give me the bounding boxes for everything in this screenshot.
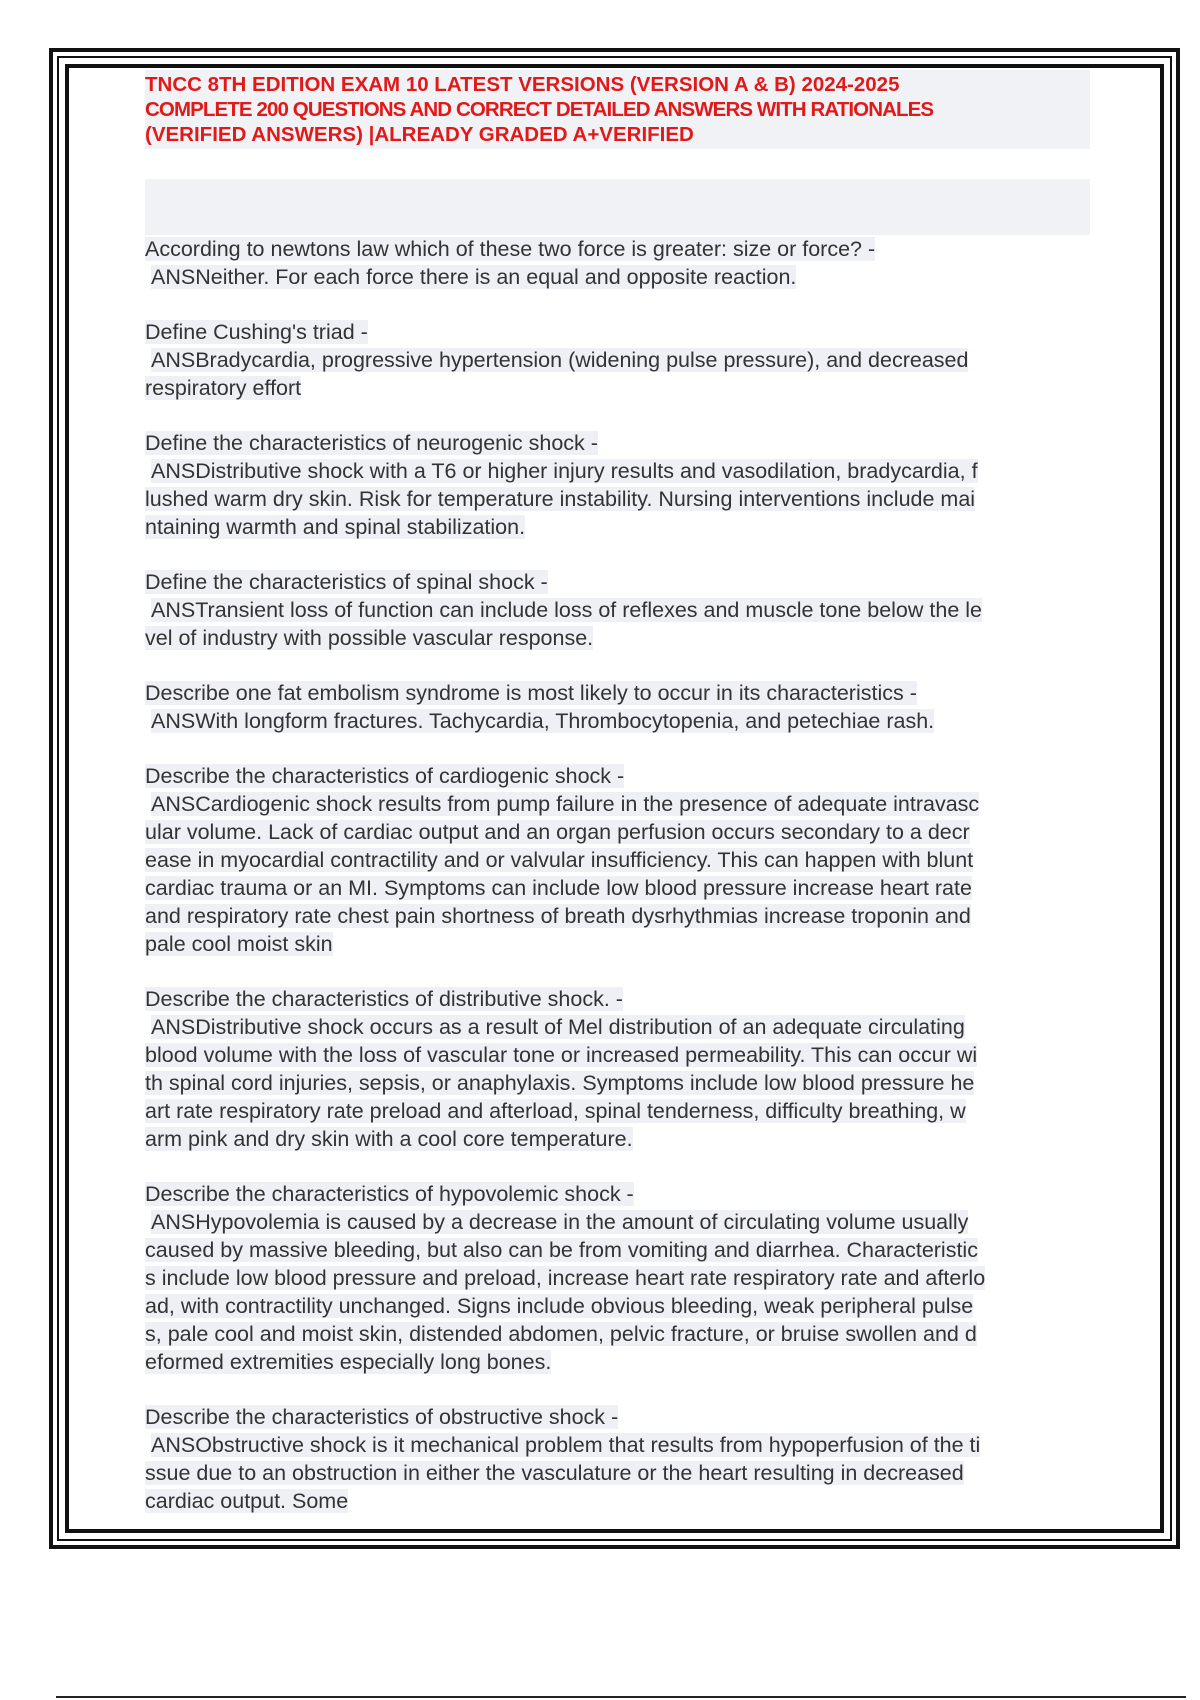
answer-text: [145, 485, 1095, 513]
question-text: [145, 679, 1095, 707]
question-text: [145, 318, 1095, 346]
qa-item: [145, 985, 1095, 1153]
answer-line: and respiratory rate chest pain shortness of breath dysrhythmias increase troponin and: [145, 904, 971, 928]
answer-line: th spinal cord injuries, sepsis, or anaphylaxis. Symptoms include low blood pressure he: [145, 1071, 975, 1095]
qa-item: [145, 762, 1095, 958]
question-line: Describe the characteristics of distributive shock. -: [145, 987, 623, 1011]
answer-line: ANSNeither. For each force there is an equal and opposite reaction.: [151, 265, 797, 289]
answer-text: [145, 1320, 1095, 1348]
document-title: [145, 70, 1090, 149]
answer-line: ANSBradycardia, progressive hypertension (widening pulse pressure), and decreased: [151, 348, 969, 372]
answer-line: ntaining warmth and spinal stabilization.: [145, 515, 526, 539]
qa-item: [145, 568, 1095, 652]
qa-item: [145, 1403, 1095, 1515]
footer-rule: [56, 1696, 1186, 1698]
answer-line: respiratory effort: [145, 376, 302, 400]
document-content: [145, 70, 1095, 1542]
answer-text: [145, 707, 1095, 735]
answer-text: [145, 1041, 1095, 1069]
title-line-1: TNCC 8TH EDITION EXAM 10 LATEST VERSIONS (VERSION A & B) 2024-2025: [145, 73, 900, 96]
answer-text: [145, 930, 1095, 958]
highlight-band: [145, 179, 1090, 235]
answer-line: ad, with contractility unchanged. Signs include obvious bleeding, weak peripheral pulse: [145, 1294, 974, 1318]
answer-line: s, pale cool and moist skin, distended abdomen, pelvic fracture, or bruise swollen and d: [145, 1322, 977, 1346]
answer-text: [145, 846, 1095, 874]
question-line: Define Cushing's triad -: [145, 320, 368, 344]
answer-line: s include low blood pressure and preload, increase heart rate respiratory rate and afterlo: [145, 1266, 986, 1290]
answer-line: cardiac output. Some: [145, 1489, 349, 1513]
question-answer-list: [145, 235, 1095, 1515]
question-text: [145, 985, 1095, 1013]
answer-text: [145, 1069, 1095, 1097]
answer-line: ANSDistributive shock occurs as a result of Mel distribution of an adequate circulating: [151, 1015, 965, 1039]
title-line-2: COMPLETE 200 QUESTIONS AND CORRECT DETAILED ANSWERS WITH RATIONALES: [145, 98, 934, 121]
answer-text: [145, 1013, 1095, 1041]
answer-text: [145, 1208, 1095, 1236]
answer-text: [145, 874, 1095, 902]
question-line: Define the characteristics of neurogenic shock -: [145, 431, 598, 455]
answer-text: [145, 1348, 1095, 1376]
qa-item: [145, 318, 1095, 402]
qa-item: [145, 679, 1095, 735]
answer-text: [145, 818, 1095, 846]
question-line: Describe the characteristics of obstructive shock -: [145, 1405, 619, 1429]
qa-item: [145, 1180, 1095, 1376]
title-line-3: (VERIFIED ANSWERS) |ALREADY GRADED A+VERIFIED: [145, 123, 694, 146]
answer-text: [145, 902, 1095, 930]
answer-line: ANSObstructive shock is it mechanical problem that results from hypoperfusion of the ti: [151, 1433, 981, 1457]
question-text: [145, 568, 1095, 596]
question-line: Define the characteristics of spinal shock -: [145, 570, 548, 594]
answer-line: ease in myocardial contractility and or valvular insufficiency. This can happen with blunt: [145, 848, 974, 872]
qa-item: [145, 429, 1095, 541]
answer-text: [145, 1125, 1095, 1153]
answer-text: [145, 1292, 1095, 1320]
question-line: Describe the characteristics of hypovolemic shock -: [145, 1182, 634, 1206]
question-text: [145, 235, 1095, 263]
question-text: [145, 1403, 1095, 1431]
answer-line: lushed warm dry skin. Risk for temperature instability. Nursing interventions include mai: [145, 487, 976, 511]
question-text: [145, 1180, 1095, 1208]
answer-line: ANSHypovolemia is caused by a decrease in the amount of circulating volume usually: [151, 1210, 969, 1234]
answer-text: [145, 346, 1095, 374]
answer-text: [145, 1487, 1095, 1515]
answer-text: [145, 1097, 1095, 1125]
answer-line: art rate respiratory rate preload and afterload, spinal tenderness, difficulty breathing, w: [145, 1099, 966, 1123]
answer-text: [145, 374, 1095, 402]
answer-text: [145, 1236, 1095, 1264]
answer-text: [145, 263, 1095, 291]
qa-item: [145, 235, 1095, 291]
answer-text: [145, 1459, 1095, 1487]
question-line: According to newtons law which of these two force is greater: size or force? -: [145, 237, 876, 261]
question-text: [145, 762, 1095, 790]
answer-line: ANSCardiogenic shock results from pump failure in the presence of adequate intravasc: [151, 792, 980, 816]
answer-text: [145, 1431, 1095, 1459]
answer-line: ANSWith longform fractures. Tachycardia, Thrombocytopenia, and petechiae rash.: [151, 709, 935, 733]
answer-line: ANSDistributive shock with a T6 or higher injury results and vasodilation, bradycardia, f: [151, 459, 978, 483]
answer-line: ular volume. Lack of cardiac output and an organ perfusion occurs secondary to a decr: [145, 820, 970, 844]
answer-text: [145, 513, 1095, 541]
answer-line: vel of industry with possible vascular response.: [145, 626, 594, 650]
answer-line: pale cool moist skin: [145, 932, 333, 956]
question-line: Describe the characteristics of cardiogenic shock -: [145, 764, 625, 788]
answer-line: eformed extremities especially long bones.: [145, 1350, 552, 1374]
answer-line: cardiac trauma or an MI. Symptoms can include low blood pressure increase heart rate: [145, 876, 972, 900]
answer-text: [145, 624, 1095, 652]
answer-line: ANSTransient loss of function can include loss of reflexes and muscle tone below the le: [151, 598, 982, 622]
answer-text: [145, 457, 1095, 485]
answer-line: ssue due to an obstruction in either the vasculature or the heart resulting in decreased: [145, 1461, 964, 1485]
answer-text: [145, 1264, 1095, 1292]
answer-text: [145, 790, 1095, 818]
answer-line: arm pink and dry skin with a cool core temperature.: [145, 1127, 633, 1151]
question-line: Describe one fat embolism syndrome is most likely to occur in its characteristics -: [145, 681, 917, 705]
answer-line: caused by massive bleeding, but also can be from vomiting and diarrhea. Characteristic: [145, 1238, 978, 1262]
answer-text: [145, 596, 1095, 624]
answer-line: blood volume with the loss of vascular tone or increased permeability. This can occur wi: [145, 1043, 978, 1067]
question-text: [145, 429, 1095, 457]
